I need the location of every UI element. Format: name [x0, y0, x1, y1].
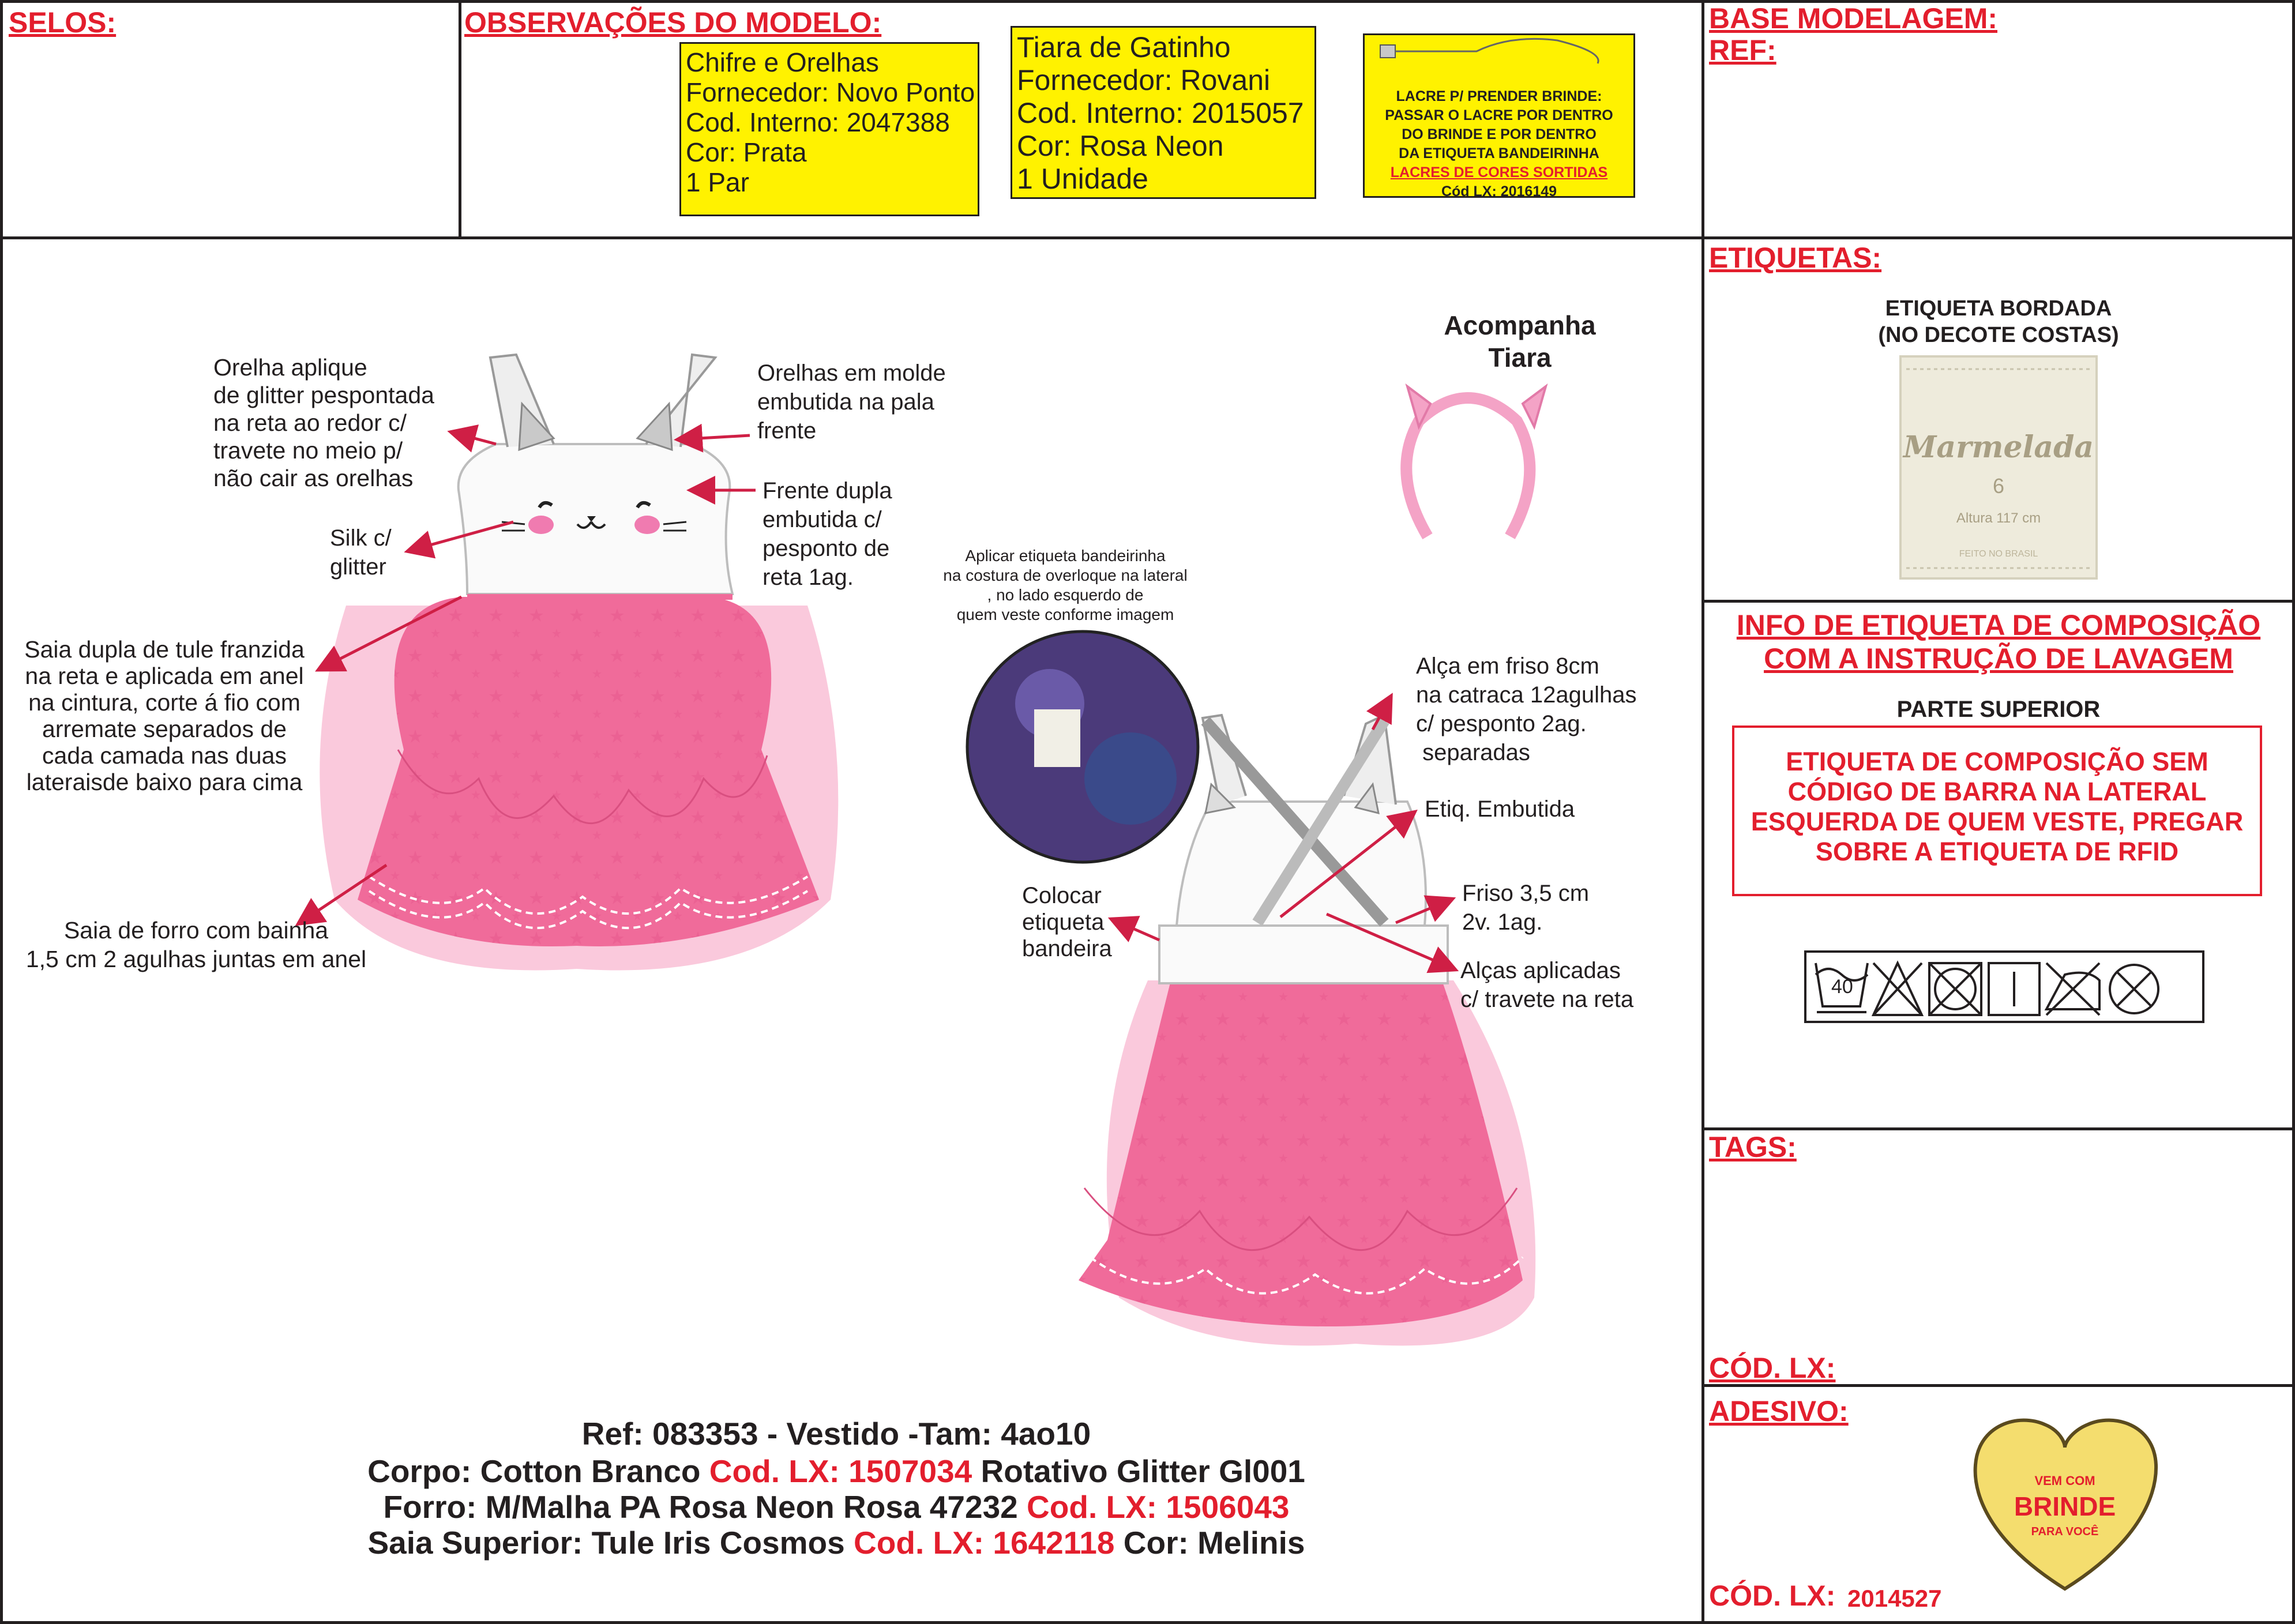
selos-label: SELOS: — [9, 6, 117, 39]
sticker-line-bottom: PARA VOCÊ — [2031, 1525, 2099, 1538]
tags-label: TAGS: — [1709, 1131, 1797, 1163]
note-aplicar-etiqueta — [907, 546, 1224, 625]
note-line: Saia de forro com bainha — [63, 917, 329, 943]
accessory-line: Fornecedor: Novo Ponto — [686, 77, 975, 107]
note-line: glitter — [330, 554, 386, 580]
lacre-tag-icon — [1380, 45, 1395, 58]
note-line: quem veste conforme imagem — [956, 606, 1174, 623]
title-line: ETIQUETA BORDADA — [1885, 296, 2112, 321]
adesivo-label: ADESIVO: — [1709, 1395, 1849, 1427]
note-line: separadas — [1416, 740, 1530, 765]
note-alca-friso — [1416, 652, 1637, 767]
adesivo-cod-label: CÓD. LX: — [1709, 1580, 1836, 1612]
note-line: Orelhas em molde — [757, 360, 946, 386]
ref-text: Forro: M/Malha PA Rosa Neon Rosa 47232 — [383, 1489, 1027, 1525]
note-orelhas-molde — [757, 359, 946, 445]
tiara-line: Tiara — [1488, 343, 1552, 373]
note-line: 2v. 1ag. — [1462, 909, 1543, 935]
note-silk — [330, 524, 392, 581]
note-line: Friso 3,5 cm — [1462, 881, 1590, 906]
label-made-in: FEITO NO BRASIL — [1959, 549, 2038, 559]
note-frente-dupla — [763, 476, 892, 592]
ref-text: Rotativo Glitter Gl001 — [972, 1453, 1305, 1489]
note-line: bandeira — [1022, 936, 1112, 961]
accessory-line: Cor: Prata — [686, 137, 807, 167]
tiara-line: Acompanha — [1444, 310, 1596, 340]
ref-code: Cod. LX: 1642118 — [854, 1525, 1115, 1561]
title-line: (NO DECOTE COSTAS) — [1878, 323, 2119, 347]
ref-code: Cod. LX: 1507034 — [709, 1453, 972, 1489]
title-line: COM A INSTRUÇÃO DE LAVAGEM — [1764, 642, 2233, 675]
care-icons-strip — [1805, 952, 2203, 1022]
lacre-line: DO BRINDE E POR DENTRO — [1402, 126, 1597, 142]
note-line: na catraca 12agulhas — [1416, 682, 1637, 708]
title-line: INFO DE ETIQUETA DE COMPOSIÇÃO — [1736, 609, 2261, 641]
note-line: etiqueta — [1022, 909, 1105, 935]
lacre-line: DA ETIQUETA BANDEIRINHA — [1399, 145, 1599, 161]
ref-text: Corpo: Cotton Branco — [367, 1453, 709, 1489]
label-brand: Marmelada — [1903, 430, 2094, 465]
note-line: na reta ao redor c/ — [213, 409, 407, 436]
accessory-line: 1 Unidade — [1017, 163, 1148, 195]
note-line: não cair as orelhas — [213, 465, 414, 491]
base-modelagem-label: BASE MODELAGEM: — [1709, 2, 1997, 35]
etiqueta-bordada-title — [1817, 295, 2180, 348]
lacre-code: Cód LX: 2016149 — [1441, 183, 1557, 200]
ref-line-3 — [115, 1489, 1557, 1525]
note-alcas-aplicadas — [1460, 956, 1633, 1014]
note-line: lateraisde baixo para cima — [26, 769, 303, 795]
note-saia-dupla — [12, 636, 317, 795]
note-line: pesponto de — [763, 536, 890, 561]
note-line: c/ pesponto 2ag. — [1416, 711, 1587, 736]
sticker-line-top: VEM COM — [2034, 1473, 2095, 1488]
arrow-orelhas-molde — [679, 435, 750, 439]
label-photo — [967, 631, 1198, 862]
note-line: embutida c/ — [763, 507, 882, 532]
arrow-colocar-etiqueta — [1113, 920, 1159, 940]
ref-label: REF: — [1709, 34, 1776, 66]
note-line: de glitter pespontada — [213, 382, 434, 408]
note-line: Silk c/ — [330, 525, 392, 551]
box-line: ETIQUETA DE COMPOSIÇÃO SEM — [1786, 747, 2208, 776]
note-line: na costura de overloque na lateral — [943, 566, 1188, 584]
accessory-line: Fornecedor: Rovani — [1017, 64, 1271, 96]
accessory-line: 1 Par — [686, 167, 749, 197]
box-line: CÓDIGO DE BARRA NA LATERAL — [1787, 777, 2207, 806]
wash-temp-label: 40 — [1831, 976, 1853, 998]
accessory-line: Chifre e Orelhas — [686, 47, 879, 77]
note-line: arremate separados de — [42, 716, 287, 742]
composicao-subtitle: PARTE SUPERIOR — [1896, 697, 2101, 722]
tags-cod-label: CÓD. LX: — [1709, 1352, 1836, 1384]
note-line: Frente dupla — [763, 478, 892, 503]
ref-text: Cor: Melinis — [1114, 1525, 1305, 1561]
ref-line-1: Ref: 083353 - Vestido -Tam: 4ao10 — [581, 1416, 1091, 1452]
observacoes-label: OBSERVAÇÕES DO MODELO: — [464, 6, 882, 39]
composicao-title — [1707, 608, 2290, 675]
note-line: Colocar — [1022, 883, 1102, 908]
note-line: Aplicar etiqueta bandeirinha — [965, 547, 1166, 565]
note-colocar-etiqueta — [1022, 882, 1112, 962]
tiara-caption — [1344, 309, 1696, 374]
lacre-highlight: LACRES DE CORES SORTIDAS — [1390, 164, 1608, 181]
lacre-line: LACRE P/ PRENDER BRINDE: — [1396, 88, 1602, 104]
sticker-line-main: BRINDE — [2014, 1491, 2116, 1521]
ref-code: Cod. LX: 1506043 — [1027, 1489, 1290, 1525]
label-height: Altura 117 cm — [1956, 510, 2041, 526]
note-friso — [1462, 879, 1589, 937]
label-size: 6 — [1992, 474, 2005, 498]
note-line: na cintura, corte á fio com — [28, 689, 301, 716]
note-etiq-embutida — [1425, 795, 1575, 824]
accessory-line: Cod. Interno: 2015057 — [1017, 97, 1304, 129]
ref-line-4 — [115, 1525, 1557, 1561]
note-line: travete no meio p/ — [213, 437, 403, 464]
arrow-orelha-aplique — [453, 433, 496, 444]
note-line: Etiq. Embutida — [1425, 796, 1575, 822]
box-line: ESQUERDA DE QUEM VESTE, PREGAR — [1751, 807, 2244, 836]
lacre-string — [1395, 39, 1598, 63]
note-line: embutida na pala — [757, 389, 934, 415]
embroidered-label — [1900, 356, 2097, 578]
adesivo-cod-value: 2014527 — [1847, 1585, 1942, 1612]
note-line: reta 1ag. — [763, 565, 854, 590]
box-line: SOBRE A ETIQUETA DE RFID — [1815, 837, 2179, 866]
ref-line-2 — [115, 1453, 1557, 1489]
note-line: na reta e aplicada em anel — [25, 663, 304, 689]
note-saia-forro — [17, 916, 375, 973]
note-line: Alça em friso 8cm — [1416, 653, 1599, 679]
etiquetas-label: ETIQUETAS: — [1709, 242, 1882, 274]
note-line: , no lado esquerdo de — [987, 586, 1144, 604]
accessory-line: Tiara de Gatinho — [1017, 31, 1231, 63]
note-line: 1,5 cm 2 agulhas juntas em anel — [25, 946, 367, 972]
note-line: Alças aplicadas — [1460, 958, 1621, 983]
tiara-illustration — [1406, 386, 1546, 536]
accessory-line: Cor: Rosa Neon — [1017, 130, 1224, 162]
note-line: cada camada nas duas — [42, 742, 287, 769]
note-line: Orelha aplique — [213, 354, 367, 381]
composicao-box-text — [1733, 747, 2261, 867]
accessory-line: Cod. Interno: 2047388 — [686, 107, 950, 137]
lacre-line: PASSAR O LACRE POR DENTRO — [1385, 107, 1613, 123]
note-line: Saia dupla de tule franzida — [24, 636, 305, 663]
note-line: c/ travete na reta — [1460, 987, 1634, 1012]
ref-text: Saia Superior: Tule Iris Cosmos — [367, 1525, 854, 1561]
note-line: frente — [757, 418, 817, 443]
note-orelha-aplique — [213, 354, 434, 492]
